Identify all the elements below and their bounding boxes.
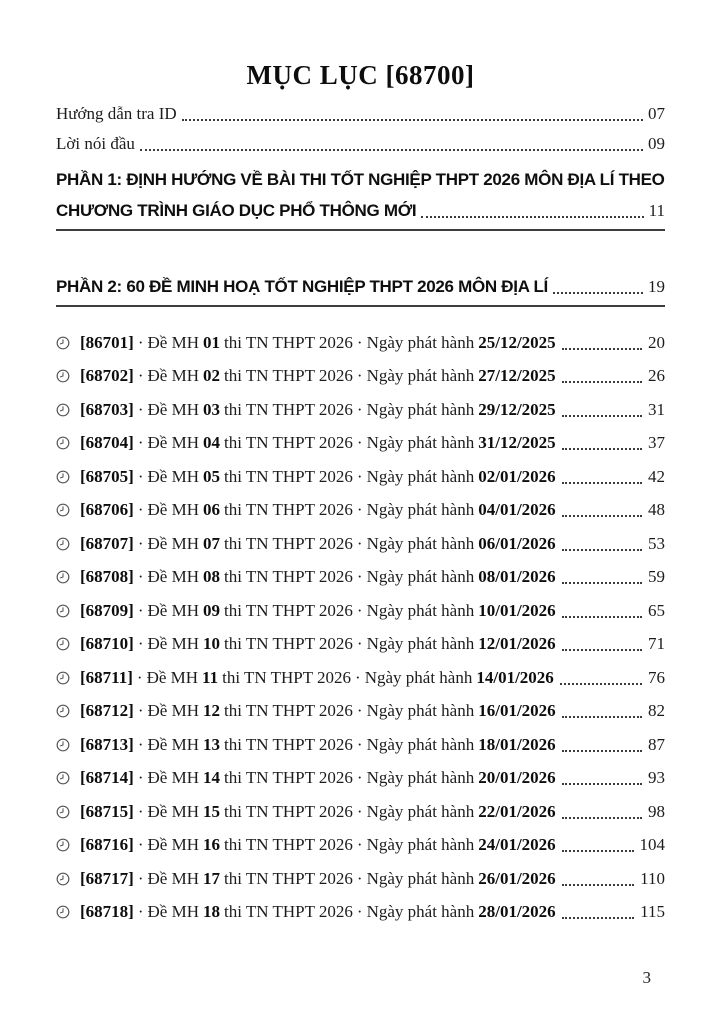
entry-page-number: 71: [648, 634, 665, 654]
dot-leader: [562, 614, 642, 618]
clock-icon: [56, 604, 70, 618]
entry-date: 18/01/2026: [478, 734, 556, 754]
clock-icon: [56, 637, 70, 651]
entry-separator: ·: [137, 768, 144, 788]
footer-page-number: 3: [642, 968, 651, 987]
clock-icon: [56, 805, 70, 819]
entry-separator: ·: [137, 835, 144, 855]
entry-page-number: 26: [648, 366, 665, 386]
entry-separator: ·: [356, 466, 363, 486]
entry-separator: ·: [136, 667, 143, 687]
entry-page-number: 110: [640, 868, 665, 888]
entry-id: [68703]: [80, 399, 134, 419]
toc-entry: [56, 862, 665, 896]
entry-number: 13: [202, 734, 220, 754]
clock-icon: [56, 503, 70, 517]
entry-id: [86701]: [80, 332, 134, 352]
dot-leader: [562, 647, 642, 651]
dot-leader: [562, 446, 642, 450]
entry-page-number: 20: [648, 332, 665, 352]
entry-publish-label: Ngày phát hành: [366, 433, 475, 453]
dot-leader: [562, 379, 642, 383]
dot-leader: [562, 848, 634, 852]
dot-leader: [562, 882, 634, 886]
entry-separator: ·: [137, 600, 144, 620]
entry-prefix: Đề MH: [147, 801, 199, 821]
entry-page-number: 87: [648, 734, 665, 754]
entry-separator: ·: [137, 902, 144, 922]
entry-date: 20/01/2026: [478, 768, 556, 788]
section-title-row: [56, 195, 665, 226]
toc-entry: [56, 896, 665, 930]
entry-middle: thi TN THPT 2026: [223, 500, 353, 520]
entry-number: 01: [202, 332, 220, 352]
entry-date: 08/01/2026: [478, 567, 556, 587]
toc-entry: [56, 661, 665, 695]
clock-icon: [56, 671, 70, 685]
front-matter-list: [56, 99, 665, 159]
entry-separator: ·: [137, 332, 144, 352]
entry-number: 10: [202, 634, 220, 654]
entry-publish-label: Ngày phát hành: [364, 667, 473, 687]
dot-leader: [421, 214, 643, 218]
entry-id: [68708]: [80, 567, 134, 587]
dot-leader: [182, 117, 643, 121]
entry-prefix: Đề MH: [147, 399, 199, 419]
dot-leader: [140, 147, 643, 151]
entry-separator: ·: [137, 466, 144, 486]
horizontal-rule: [56, 229, 665, 231]
section-heading-part1: [56, 164, 665, 231]
entry-separator: ·: [356, 902, 363, 922]
entry-middle: thi TN THPT 2026: [222, 667, 352, 687]
entry-date: 04/01/2026: [478, 500, 556, 520]
entry-page-number: 42: [648, 466, 665, 486]
entry-prefix: Đề MH: [147, 332, 199, 352]
clock-icon: [56, 838, 70, 852]
clock-icon: [56, 470, 70, 484]
toc-label: Hướng dẫn tra ID: [56, 104, 177, 123]
entry-prefix: Đề MH: [147, 768, 199, 788]
dot-leader: [562, 580, 642, 584]
entry-date: 25/12/2025: [478, 332, 556, 352]
entry-separator: ·: [356, 366, 363, 386]
toc-entry: [56, 695, 665, 729]
toc-entry: [56, 728, 665, 762]
entry-middle: thi TN THPT 2026: [223, 466, 353, 486]
toc-entry: [56, 628, 665, 662]
entry-separator: ·: [356, 332, 363, 352]
entry-separator: ·: [356, 600, 363, 620]
entry-publish-label: Ngày phát hành: [366, 500, 475, 520]
toc-row-loi-noi-dau: [56, 129, 665, 159]
entry-publish-label: Ngày phát hành: [366, 868, 475, 888]
page-title: MỤC LỤC [68700]: [246, 60, 475, 90]
entry-middle: thi TN THPT 2026: [223, 533, 353, 553]
entry-middle: thi TN THPT 2026: [223, 567, 353, 587]
entry-date: 14/01/2026: [476, 667, 554, 687]
clock-icon: [56, 738, 70, 752]
entry-prefix: Đề MH: [147, 634, 199, 654]
entry-prefix: Đề MH: [147, 835, 199, 855]
entry-middle: thi TN THPT 2026: [223, 801, 353, 821]
entry-date: 22/01/2026: [478, 801, 556, 821]
entry-page-number: 53: [648, 533, 665, 553]
entry-separator: ·: [137, 399, 144, 419]
entry-middle: thi TN THPT 2026: [223, 701, 353, 721]
entry-separator: ·: [356, 734, 363, 754]
dot-leader: [562, 547, 642, 551]
entry-separator: ·: [356, 567, 363, 587]
clock-icon: [56, 704, 70, 718]
entry-number: 11: [202, 667, 219, 687]
entry-id: [68718]: [80, 902, 134, 922]
entry-date: 28/01/2026: [478, 902, 556, 922]
entry-publish-label: Ngày phát hành: [366, 366, 475, 386]
entry-separator: ·: [137, 567, 144, 587]
toc-entry: [56, 527, 665, 561]
entry-separator: ·: [356, 634, 363, 654]
dot-leader: [562, 748, 642, 752]
entry-number: 06: [202, 500, 220, 520]
entry-publish-label: Ngày phát hành: [366, 902, 475, 922]
entry-page-number: 65: [648, 600, 665, 620]
clock-icon: [56, 336, 70, 350]
section-page-number: 19: [648, 276, 665, 296]
entry-publish-label: Ngày phát hành: [366, 701, 475, 721]
dot-leader: [562, 480, 642, 484]
dot-leader: [562, 413, 642, 417]
entry-separator: ·: [356, 533, 363, 553]
entry-id: [68711]: [80, 667, 133, 687]
toc-page-number: 09: [648, 134, 665, 153]
dot-leader: [562, 815, 642, 819]
section-heading-part2: [56, 271, 665, 307]
entry-page-number: 31: [648, 399, 665, 419]
entry-id: [68704]: [80, 433, 134, 453]
entry-publish-label: Ngày phát hành: [366, 634, 475, 654]
entry-number: 02: [202, 366, 220, 386]
entry-separator: ·: [356, 500, 363, 520]
clock-icon: [56, 436, 70, 450]
entry-prefix: Đề MH: [147, 701, 199, 721]
entry-date: 06/01/2026: [478, 533, 556, 553]
entry-page-number: 76: [648, 667, 665, 687]
entry-id: [68706]: [80, 500, 134, 520]
entry-separator: ·: [137, 868, 144, 888]
entry-prefix: Đề MH: [147, 466, 199, 486]
toc-entry: [56, 393, 665, 427]
entry-separator: ·: [137, 366, 144, 386]
entry-page-number: 115: [640, 902, 665, 922]
entry-date: 02/01/2026: [478, 466, 556, 486]
clock-icon: [56, 771, 70, 785]
toc-content: [56, 0, 665, 929]
entry-separator: ·: [356, 835, 363, 855]
dot-leader: [553, 290, 643, 294]
entry-date: 12/01/2026: [478, 634, 556, 654]
entry-id: [68705]: [80, 466, 134, 486]
entry-separator: ·: [137, 734, 144, 754]
entry-separator: ·: [356, 433, 363, 453]
dot-leader: [562, 346, 642, 350]
entry-separator: ·: [137, 433, 144, 453]
entry-publish-label: Ngày phát hành: [366, 734, 475, 754]
entry-page-number: 37: [648, 433, 665, 453]
entry-id: [68709]: [80, 600, 134, 620]
entry-separator: ·: [137, 500, 144, 520]
entry-publish-label: Ngày phát hành: [366, 835, 475, 855]
entry-separator: ·: [137, 533, 144, 553]
toc-entry: [56, 561, 665, 595]
entry-separator: ·: [356, 701, 363, 721]
entry-number: 09: [202, 600, 220, 620]
entry-prefix: Đề MH: [146, 667, 199, 687]
dot-leader: [560, 681, 642, 685]
entry-separator: ·: [356, 801, 363, 821]
clock-icon: [56, 905, 70, 919]
entry-publish-label: Ngày phát hành: [366, 466, 475, 486]
entry-date: 16/01/2026: [478, 701, 556, 721]
entry-separator: ·: [356, 399, 363, 419]
toc-entry: [56, 427, 665, 461]
entry-prefix: Đề MH: [147, 533, 199, 553]
entry-prefix: Đề MH: [147, 734, 199, 754]
entry-prefix: Đề MH: [147, 433, 199, 453]
entry-number: 05: [202, 466, 220, 486]
dot-leader: [562, 714, 642, 718]
entry-prefix: Đề MH: [147, 366, 199, 386]
entry-middle: thi TN THPT 2026: [223, 734, 353, 754]
entry-middle: thi TN THPT 2026: [223, 634, 353, 654]
entry-publish-label: Ngày phát hành: [366, 332, 475, 352]
toc-entry: [56, 326, 665, 360]
section-page-number: 11: [648, 200, 665, 220]
section-title-line: PHẦN 2: 60 ĐỀ MINH HOẠ TỐT NGHIỆP THPT 2026 MÔN ĐỊA LÍ: [56, 276, 548, 296]
entry-page-number: 93: [648, 768, 665, 788]
entry-number: 16: [202, 835, 220, 855]
entry-separator: ·: [355, 667, 361, 687]
entry-publish-label: Ngày phát hành: [366, 801, 475, 821]
entry-middle: thi TN THPT 2026: [223, 399, 353, 419]
dot-leader: [562, 513, 642, 517]
toc-page-number: 07: [648, 104, 665, 123]
entry-publish-label: Ngày phát hành: [366, 600, 475, 620]
toc-entry: [56, 594, 665, 628]
toc-entry: [56, 795, 665, 829]
entry-date: 10/01/2026: [478, 600, 556, 620]
entry-middle: thi TN THPT 2026: [223, 902, 353, 922]
entry-id: [68710]: [80, 634, 134, 654]
toc-label: Lời nói đầu: [56, 134, 135, 153]
entry-number: 04: [202, 433, 220, 453]
toc-entries: [56, 326, 665, 929]
entry-prefix: Đề MH: [147, 567, 199, 587]
entry-middle: thi TN THPT 2026: [223, 332, 353, 352]
entry-id: [68702]: [80, 366, 134, 386]
clock-icon: [56, 872, 70, 886]
toc-row-huong-dan: [56, 99, 665, 129]
entry-number: 08: [202, 567, 220, 587]
dot-leader: [562, 915, 634, 919]
entry-middle: thi TN THPT 2026: [223, 768, 353, 788]
entry-page-number: 98: [648, 801, 665, 821]
clock-icon: [56, 369, 70, 383]
entry-id: [68717]: [80, 868, 134, 888]
entry-page-number: 104: [639, 835, 665, 855]
dot-leader: [562, 781, 642, 785]
entry-middle: thi TN THPT 2026: [223, 366, 353, 386]
entry-number: 17: [202, 868, 220, 888]
entry-prefix: Đề MH: [147, 500, 199, 520]
toc-entry: [56, 460, 665, 494]
entry-publish-label: Ngày phát hành: [366, 768, 475, 788]
section-title-line: CHƯƠNG TRÌNH GIÁO DỤC PHỔ THÔNG MỚI: [56, 200, 417, 220]
entry-id: [68707]: [80, 533, 134, 553]
entry-middle: thi TN THPT 2026: [223, 600, 353, 620]
entry-separator: ·: [137, 701, 144, 721]
entry-number: 14: [202, 768, 220, 788]
entry-date: 26/01/2026: [478, 868, 556, 888]
entry-page-number: 59: [648, 567, 665, 587]
entry-date: 29/12/2025: [478, 399, 556, 419]
entry-middle: thi TN THPT 2026: [223, 868, 353, 888]
toc-entry: [56, 360, 665, 394]
section-title-line: PHẦN 1: ĐỊNH HƯỚNG VỀ BÀI THI TỐT NGHIỆP THPT 2026 MÔN ĐỊA LÍ THEO: [56, 170, 665, 189]
entry-id: [68713]: [80, 734, 134, 754]
entry-prefix: Đề MH: [147, 600, 199, 620]
entry-page-number: 48: [648, 500, 665, 520]
clock-icon: [56, 403, 70, 417]
entry-middle: thi TN THPT 2026: [223, 835, 353, 855]
entry-prefix: Đề MH: [147, 902, 199, 922]
entry-prefix: Đề MH: [147, 868, 199, 888]
entry-separator: ·: [137, 801, 144, 821]
entry-separator: ·: [356, 768, 363, 788]
entry-date: 31/12/2025: [478, 433, 556, 453]
section-title-row: [56, 271, 665, 302]
toc-entry: [56, 762, 665, 796]
entry-date: 24/01/2026: [478, 835, 556, 855]
entry-number: 07: [202, 533, 220, 553]
entry-publish-label: Ngày phát hành: [366, 567, 475, 587]
entry-middle: thi TN THPT 2026: [223, 433, 353, 453]
toc-entry: [56, 494, 665, 528]
entry-page-number: 82: [648, 701, 665, 721]
clock-icon: [56, 570, 70, 584]
entry-date: 27/12/2025: [478, 366, 556, 386]
entry-separator: ·: [356, 868, 363, 888]
clock-icon: [56, 537, 70, 551]
entry-publish-label: Ngày phát hành: [366, 533, 475, 553]
entry-publish-label: Ngày phát hành: [366, 399, 475, 419]
entry-id: [68716]: [80, 835, 134, 855]
entry-id: [68715]: [80, 801, 134, 821]
entry-number: 15: [202, 801, 220, 821]
entry-number: 03: [202, 399, 220, 419]
entry-number: 12: [202, 701, 220, 721]
horizontal-rule: [56, 305, 665, 307]
entry-number: 18: [202, 902, 220, 922]
entry-separator: ·: [137, 634, 144, 654]
entry-id: [68714]: [80, 768, 134, 788]
toc-entry: [56, 829, 665, 863]
entry-id: [68712]: [80, 701, 134, 721]
